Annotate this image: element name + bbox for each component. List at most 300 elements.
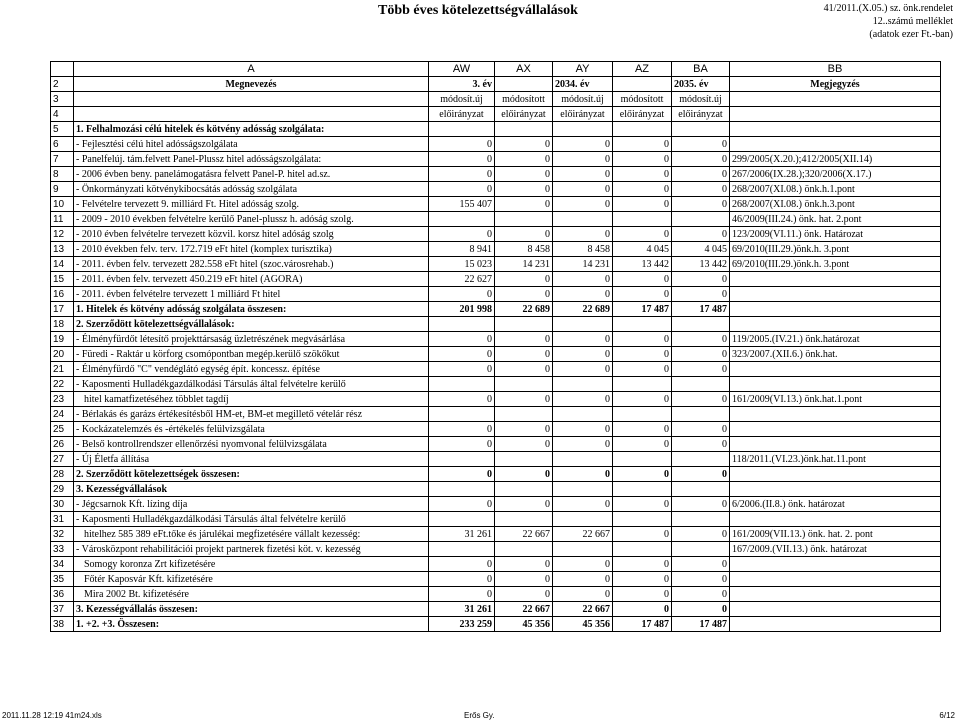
value-cell[interactable]: 0 xyxy=(495,182,553,197)
note-cell[interactable] xyxy=(730,272,941,287)
value-cell[interactable] xyxy=(553,212,613,227)
note-cell[interactable] xyxy=(730,122,941,137)
value-cell[interactable]: 22 689 xyxy=(553,302,613,317)
row-label[interactable]: - Fejlesztési célú hitel adósságszolgálata xyxy=(74,137,429,152)
value-cell[interactable]: 13 442 xyxy=(672,257,730,272)
value-cell[interactable]: 0 xyxy=(495,167,553,182)
row-number[interactable]: 29 xyxy=(51,482,74,497)
subheader-row xyxy=(51,107,941,122)
note-cell[interactable] xyxy=(730,317,941,332)
value-cell[interactable] xyxy=(429,317,495,332)
value-cell[interactable]: 0 xyxy=(495,347,553,362)
row-number[interactable]: 28 xyxy=(51,467,74,482)
page-title: Több éves kötelezettségvállalások xyxy=(378,3,578,18)
value-cell[interactable]: 0 xyxy=(429,422,495,437)
column-header[interactable]: AX xyxy=(495,62,553,77)
value-cell[interactable] xyxy=(613,122,672,137)
row-label[interactable]: - Új Életfa állítása xyxy=(74,452,429,467)
note-cell[interactable] xyxy=(730,587,941,602)
row-number[interactable]: 11 xyxy=(51,212,74,227)
value-cell[interactable]: 0 xyxy=(672,272,730,287)
value-cell[interactable] xyxy=(553,512,613,527)
value-cell[interactable] xyxy=(613,407,672,422)
table-row xyxy=(51,467,941,482)
row-number[interactable]: 8 xyxy=(51,167,74,182)
value-cell[interactable]: 17 487 xyxy=(613,302,672,317)
value-cell[interactable]: 0 xyxy=(672,167,730,182)
row-number[interactable]: 6 xyxy=(51,137,74,152)
value-cell[interactable] xyxy=(495,542,553,557)
value-cell[interactable]: 0 xyxy=(613,602,672,617)
value-cell[interactable] xyxy=(495,452,553,467)
value-cell[interactable]: 0 xyxy=(672,227,730,242)
value-cell[interactable] xyxy=(495,122,553,137)
row-label[interactable]: - Városközpont rehabilitációi projekt partnerek fizetési köt. v. kezesség xyxy=(74,542,429,557)
value-cell[interactable]: 8 458 xyxy=(495,242,553,257)
row-number[interactable]: 9 xyxy=(51,182,74,197)
row-label[interactable]: Somogy koronza Zrt kifizetésére xyxy=(74,557,429,572)
value-cell[interactable]: 31 261 xyxy=(429,602,495,617)
year-header: 2035. év xyxy=(672,77,730,92)
value-cell[interactable]: 0 xyxy=(553,587,613,602)
value-cell[interactable]: 0 xyxy=(495,422,553,437)
value-cell[interactable]: 45 356 xyxy=(553,617,613,632)
value-cell[interactable] xyxy=(429,212,495,227)
value-cell[interactable]: 0 xyxy=(672,287,730,302)
value-cell[interactable]: 0 xyxy=(553,467,613,482)
row-label[interactable]: hitel kamatfizetéséhez többlet tagdíj xyxy=(74,392,429,407)
value-cell[interactable]: 0 xyxy=(613,497,672,512)
column-header[interactable]: BA xyxy=(672,62,730,77)
value-cell[interactable]: 155 407 xyxy=(429,197,495,212)
value-cell[interactable]: 4 045 xyxy=(613,242,672,257)
row-number[interactable]: 33 xyxy=(51,542,74,557)
value-cell[interactable]: 0 xyxy=(429,497,495,512)
value-cell[interactable]: 0 xyxy=(495,437,553,452)
note-cell[interactable]: 69/2010(III.29.)önk.h. 3.pont xyxy=(730,242,941,257)
value-cell[interactable]: 233 259 xyxy=(429,617,495,632)
value-cell[interactable]: 0 xyxy=(672,527,730,542)
row-number[interactable]: 5 xyxy=(51,122,74,137)
note-cell[interactable]: 167/2009.(VII.13.) önk. határozat xyxy=(730,542,941,557)
value-cell[interactable]: 0 xyxy=(613,197,672,212)
value-cell[interactable]: 13 442 xyxy=(613,257,672,272)
value-cell[interactable]: 0 xyxy=(495,587,553,602)
value-cell[interactable]: 0 xyxy=(495,392,553,407)
row-label[interactable]: - Élményfürdő "C" vendéglátó egység épít. koncessz. építése xyxy=(74,362,429,377)
subheader-row xyxy=(51,92,941,107)
value-cell[interactable]: 0 xyxy=(429,167,495,182)
value-cell[interactable] xyxy=(672,542,730,557)
value-cell[interactable]: 0 xyxy=(672,437,730,452)
row-label[interactable]: 3. Kezességvállalás összesen: xyxy=(74,602,429,617)
value-cell[interactable]: 0 xyxy=(429,332,495,347)
row-label[interactable]: hitelhez 585 389 eFt.tőke és járulékai megfizetésére vállalt kezesség: xyxy=(74,527,429,542)
ref-line: 12..számú melléklet xyxy=(872,16,953,27)
value-cell[interactable]: 22 667 xyxy=(495,602,553,617)
value-cell[interactable]: 0 xyxy=(429,152,495,167)
value-cell[interactable]: 0 xyxy=(672,347,730,362)
note-cell[interactable] xyxy=(730,422,941,437)
row-number[interactable]: 2 xyxy=(51,77,74,92)
value-cell[interactable]: 201 998 xyxy=(429,302,495,317)
value-cell[interactable] xyxy=(613,512,672,527)
value-cell[interactable]: 0 xyxy=(495,497,553,512)
value-cell[interactable]: 14 231 xyxy=(495,257,553,272)
value-cell[interactable]: 0 xyxy=(613,557,672,572)
value-cell[interactable]: 0 xyxy=(495,152,553,167)
row-label[interactable]: 1. +2. +3. Összesen: xyxy=(74,617,429,632)
row-number[interactable]: 22 xyxy=(51,377,74,392)
value-cell[interactable]: 0 xyxy=(553,437,613,452)
value-cell[interactable] xyxy=(672,407,730,422)
row-number[interactable]: 16 xyxy=(51,287,74,302)
note-cell[interactable]: 161/2009(VII.13.) önk. hat. 2. pont xyxy=(730,527,941,542)
note-cell[interactable]: 69/2010(III.29.)önk.h. 3.pont xyxy=(730,257,941,272)
row-label[interactable]: - Élményfürdőt létesítő projekttársaság üzletrészének megvásárlása xyxy=(74,332,429,347)
value-cell[interactable]: 0 xyxy=(672,137,730,152)
value-cell[interactable]: 0 xyxy=(429,227,495,242)
row-number[interactable]: 27 xyxy=(51,452,74,467)
note-cell[interactable] xyxy=(730,557,941,572)
note-cell[interactable]: 268/2007(XI.08.) önk.h.1.pont xyxy=(730,182,941,197)
value-cell[interactable]: 0 xyxy=(429,362,495,377)
row-number[interactable]: 36 xyxy=(51,587,74,602)
value-cell[interactable]: 0 xyxy=(553,362,613,377)
value-cell[interactable]: 0 xyxy=(553,497,613,512)
value-cell[interactable]: 0 xyxy=(613,332,672,347)
note-cell[interactable]: 161/2009(VI.13.) önk.hat.1.pont xyxy=(730,392,941,407)
value-cell[interactable] xyxy=(495,512,553,527)
row-label[interactable]: - Önkormányzati kötvénykibocsátás adósság szolgálata xyxy=(74,182,429,197)
value-cell[interactable]: 0 xyxy=(553,272,613,287)
value-cell[interactable]: 0 xyxy=(672,497,730,512)
value-cell[interactable]: 0 xyxy=(613,272,672,287)
empty-cell xyxy=(730,92,941,107)
value-cell[interactable]: 0 xyxy=(613,437,672,452)
value-cell[interactable] xyxy=(613,212,672,227)
value-cell[interactable]: 0 xyxy=(613,347,672,362)
footer-filename: 2011.11.28 12:19 41m24.xls xyxy=(2,711,102,720)
note-cell[interactable] xyxy=(730,302,941,317)
value-cell[interactable]: 0 xyxy=(672,152,730,167)
row-label[interactable]: - Jégcsarnok Kft. lízing díja xyxy=(74,497,429,512)
value-cell[interactable] xyxy=(429,452,495,467)
value-cell[interactable]: 0 xyxy=(613,392,672,407)
value-cell[interactable]: 0 xyxy=(613,137,672,152)
value-cell[interactable]: 0 xyxy=(429,557,495,572)
row-number[interactable]: 32 xyxy=(51,527,74,542)
note-cell[interactable]: 6/2006.(II.8.) önk. határozat xyxy=(730,497,941,512)
row-number[interactable]: 18 xyxy=(51,317,74,332)
row-number[interactable]: 24 xyxy=(51,407,74,422)
value-cell[interactable]: 0 xyxy=(553,332,613,347)
value-cell[interactable] xyxy=(553,377,613,392)
value-cell[interactable] xyxy=(613,542,672,557)
row-number[interactable]: 10 xyxy=(51,197,74,212)
value-cell[interactable] xyxy=(495,317,553,332)
value-cell[interactable]: 45 356 xyxy=(495,617,553,632)
row-number[interactable]: 30 xyxy=(51,497,74,512)
value-cell[interactable] xyxy=(613,317,672,332)
value-cell[interactable]: 0 xyxy=(553,392,613,407)
column-header[interactable]: AY xyxy=(553,62,613,77)
value-cell[interactable]: 0 xyxy=(672,182,730,197)
value-cell[interactable]: 0 xyxy=(613,227,672,242)
value-cell[interactable]: 0 xyxy=(672,467,730,482)
note-cell[interactable] xyxy=(730,512,941,527)
table-row xyxy=(51,317,941,332)
row-label[interactable]: - 2011. évben felvételre tervezett 1 milliárd Ft hitel xyxy=(74,287,429,302)
value-cell[interactable]: 8 941 xyxy=(429,242,495,257)
value-cell[interactable]: 0 xyxy=(495,197,553,212)
value-cell[interactable]: 22 689 xyxy=(495,302,553,317)
column-header[interactable]: AZ xyxy=(613,62,672,77)
row-label[interactable]: - 2009 - 2010 években felvételre kerülő Panel-plussz h. adóság szolg. xyxy=(74,212,429,227)
value-cell[interactable] xyxy=(495,212,553,227)
note-cell[interactable]: 267/2006(IX.28.);320/2006(X.17.) xyxy=(730,167,941,182)
row-number[interactable]: 23 xyxy=(51,392,74,407)
value-cell[interactable]: 0 xyxy=(613,467,672,482)
value-cell[interactable]: 0 xyxy=(672,422,730,437)
value-cell[interactable] xyxy=(672,512,730,527)
value-cell[interactable]: 31 261 xyxy=(429,527,495,542)
value-cell[interactable]: 22 667 xyxy=(495,527,553,542)
row-label[interactable]: - Felvételre tervezett 9. milliárd Ft. Hitel adósság szolg. xyxy=(74,197,429,212)
value-cell[interactable]: 0 xyxy=(553,572,613,587)
value-cell[interactable] xyxy=(613,377,672,392)
note-cell[interactable]: 46/2009(III.24.) önk. hat. 2.pont xyxy=(730,212,941,227)
column-header[interactable]: BB xyxy=(730,62,941,77)
row-number[interactable]: 15 xyxy=(51,272,74,287)
row-label[interactable]: 1. Felhalmozási célú hitelek és kötvény adósság szolgálata: xyxy=(74,122,429,137)
row-label[interactable]: 3. Kezességvállalások xyxy=(74,482,429,497)
table-row xyxy=(51,167,941,182)
row-number[interactable]: 17 xyxy=(51,302,74,317)
row-number[interactable]: 12 xyxy=(51,227,74,242)
value-cell[interactable] xyxy=(429,542,495,557)
value-cell[interactable] xyxy=(429,122,495,137)
value-cell[interactable]: 0 xyxy=(429,392,495,407)
row-number[interactable]: 31 xyxy=(51,512,74,527)
value-cell[interactable] xyxy=(672,482,730,497)
value-cell[interactable]: 0 xyxy=(672,197,730,212)
row-number[interactable]: 35 xyxy=(51,572,74,587)
value-cell[interactable] xyxy=(613,452,672,467)
row-label[interactable]: - 2006 évben beny. panelámogatásra felvett Panel-P. hitel ad.sz. xyxy=(74,167,429,182)
note-cell[interactable]: 323/2007.(XII.6.) önk.hat. xyxy=(730,347,941,362)
value-cell[interactable] xyxy=(495,407,553,422)
value-cell[interactable]: 22 627 xyxy=(429,272,495,287)
note-cell[interactable]: 123/2009(VI.11.) önk. Határozat xyxy=(730,227,941,242)
value-cell[interactable]: 0 xyxy=(495,137,553,152)
note-cell[interactable]: 118/2011.(VI.23.)önk.hat.11.pont xyxy=(730,452,941,467)
value-cell[interactable]: 0 xyxy=(553,557,613,572)
note-cell[interactable] xyxy=(730,437,941,452)
note-cell[interactable] xyxy=(730,137,941,152)
row-number[interactable]: 19 xyxy=(51,332,74,347)
table-row xyxy=(51,617,941,632)
value-cell[interactable]: 0 xyxy=(613,362,672,377)
value-cell[interactable]: 0 xyxy=(495,572,553,587)
value-cell[interactable] xyxy=(495,482,553,497)
footer-page-number: 6/12 xyxy=(939,711,955,720)
value-cell[interactable]: 0 xyxy=(495,332,553,347)
note-cell[interactable] xyxy=(730,602,941,617)
value-cell[interactable]: 0 xyxy=(553,152,613,167)
value-cell[interactable]: 0 xyxy=(613,587,672,602)
row-number[interactable]: 25 xyxy=(51,422,74,437)
column-header[interactable]: A xyxy=(74,62,429,77)
note-cell[interactable] xyxy=(730,617,941,632)
row-label[interactable]: - Füredi - Raktár u körforg csomópontban megép.kerülő szökőkut xyxy=(74,347,429,362)
row-label[interactable]: - Kockázatelemzés és -értékelés felülvizsgálata xyxy=(74,422,429,437)
row-label[interactable]: - Panelfelúj. tám.felvett Panel-Plussz hitel adósságszolgálata: xyxy=(74,152,429,167)
value-cell[interactable]: 0 xyxy=(553,167,613,182)
value-cell[interactable] xyxy=(553,452,613,467)
note-cell[interactable] xyxy=(730,482,941,497)
value-cell[interactable]: 0 xyxy=(553,422,613,437)
value-cell[interactable]: 0 xyxy=(553,197,613,212)
note-cell[interactable] xyxy=(730,287,941,302)
value-cell[interactable]: 0 xyxy=(495,287,553,302)
row-label[interactable]: - Belső kontrollrendszer ellenőrzési nyomvonal felülvizsgálata xyxy=(74,437,429,452)
value-cell[interactable]: 0 xyxy=(613,287,672,302)
row-number[interactable]: 20 xyxy=(51,347,74,362)
value-cell[interactable]: 17 487 xyxy=(613,617,672,632)
value-cell[interactable]: 0 xyxy=(495,467,553,482)
value-cell[interactable] xyxy=(429,377,495,392)
value-cell[interactable]: 4 045 xyxy=(672,242,730,257)
value-cell[interactable]: 17 487 xyxy=(672,617,730,632)
value-cell[interactable] xyxy=(429,407,495,422)
row-label[interactable]: - Bérlakás és garázs értékesítésből HM-et, BM-et megillető vételár rész xyxy=(74,407,429,422)
value-cell[interactable]: 15 023 xyxy=(429,257,495,272)
row-label[interactable]: - 2011. évben felv. tervezett 282.558 eFt hitel (szoc.városrehab.) xyxy=(74,257,429,272)
value-cell[interactable]: 0 xyxy=(553,137,613,152)
note-cell[interactable]: 268/2007(XI.08.) önk.h.3.pont xyxy=(730,197,941,212)
row-number[interactable]: 37 xyxy=(51,602,74,617)
value-cell[interactable] xyxy=(672,212,730,227)
value-cell[interactable]: 0 xyxy=(613,527,672,542)
value-cell[interactable]: 0 xyxy=(672,587,730,602)
value-cell[interactable]: 0 xyxy=(613,182,672,197)
value-cell[interactable]: 0 xyxy=(672,572,730,587)
value-cell[interactable]: 17 487 xyxy=(672,302,730,317)
value-cell[interactable]: 0 xyxy=(495,272,553,287)
value-cell[interactable]: 0 xyxy=(672,557,730,572)
row-number[interactable]: 4 xyxy=(51,107,74,122)
note-cell[interactable]: 119/2005.(IV.21.) önk.határozat xyxy=(730,332,941,347)
value-cell[interactable]: 0 xyxy=(495,557,553,572)
note-cell[interactable] xyxy=(730,377,941,392)
value-cell[interactable] xyxy=(429,482,495,497)
value-cell[interactable] xyxy=(429,512,495,527)
value-cell[interactable] xyxy=(495,377,553,392)
row-number[interactable]: 7 xyxy=(51,152,74,167)
table-row xyxy=(51,332,941,347)
subheader-cell: módosított xyxy=(495,92,553,107)
row-label[interactable]: 1. Hitelek és kötvény adósság szolgálata összesen: xyxy=(74,302,429,317)
value-cell[interactable]: 0 xyxy=(429,137,495,152)
value-cell[interactable] xyxy=(613,482,672,497)
value-cell[interactable]: 0 xyxy=(495,227,553,242)
value-cell[interactable]: 0 xyxy=(429,182,495,197)
value-cell[interactable]: 0 xyxy=(429,437,495,452)
value-cell[interactable] xyxy=(672,377,730,392)
value-cell[interactable]: 22 667 xyxy=(553,602,613,617)
note-cell[interactable] xyxy=(730,407,941,422)
value-cell[interactable]: 0 xyxy=(553,287,613,302)
value-cell[interactable]: 8 458 xyxy=(553,242,613,257)
value-cell[interactable] xyxy=(553,317,613,332)
value-cell[interactable] xyxy=(672,452,730,467)
row-number[interactable]: 26 xyxy=(51,437,74,452)
row-number[interactable]: 14 xyxy=(51,257,74,272)
row-label[interactable]: 2. Szerződött kötelezettségvállalások: xyxy=(74,317,429,332)
row-number[interactable]: 21 xyxy=(51,362,74,377)
note-cell[interactable] xyxy=(730,467,941,482)
table-row xyxy=(51,587,941,602)
column-header[interactable]: AW xyxy=(429,62,495,77)
row-number[interactable]: 34 xyxy=(51,557,74,572)
value-cell[interactable]: 0 xyxy=(429,347,495,362)
value-cell[interactable] xyxy=(553,482,613,497)
value-cell[interactable] xyxy=(672,122,730,137)
value-cell[interactable]: 0 xyxy=(429,287,495,302)
row-label[interactable]: - 2010 években felv. terv. 172.719 eFt hitel (komplex turisztika) xyxy=(74,242,429,257)
note-cell[interactable] xyxy=(730,362,941,377)
value-cell[interactable]: 0 xyxy=(613,152,672,167)
table-row xyxy=(51,602,941,617)
value-cell[interactable] xyxy=(553,542,613,557)
value-cell[interactable]: 0 xyxy=(672,392,730,407)
table-row xyxy=(51,497,941,512)
value-cell[interactable]: 0 xyxy=(672,602,730,617)
value-cell[interactable]: 0 xyxy=(429,467,495,482)
value-cell[interactable] xyxy=(553,122,613,137)
value-cell[interactable]: 0 xyxy=(553,347,613,362)
row-number[interactable]: 3 xyxy=(51,92,74,107)
value-cell[interactable]: 0 xyxy=(429,572,495,587)
footer-author: Erős Gy. xyxy=(464,711,495,720)
note-cell[interactable] xyxy=(730,572,941,587)
value-cell[interactable]: 0 xyxy=(613,572,672,587)
row-label[interactable]: - Kaposmenti Hulladékgazdálkodási Társulás által felvételre kerülő xyxy=(74,512,429,527)
value-cell[interactable] xyxy=(553,407,613,422)
value-cell[interactable]: 0 xyxy=(553,227,613,242)
value-cell[interactable]: 0 xyxy=(672,332,730,347)
value-cell[interactable]: 0 xyxy=(495,362,553,377)
row-label[interactable]: - 2011. évben felv. tervezett 450.219 eFt hitel (AGORA) xyxy=(74,272,429,287)
value-cell[interactable]: 14 231 xyxy=(553,257,613,272)
row-number[interactable]: 13 xyxy=(51,242,74,257)
row-label[interactable]: Főtér Kaposvár Kft. kifizetésére xyxy=(74,572,429,587)
value-cell[interactable]: 0 xyxy=(613,167,672,182)
row-label[interactable]: 2. Szerződött kötelezettségek összesen: xyxy=(74,467,429,482)
row-label[interactable]: Mira 2002 Bt. kifizetésére xyxy=(74,587,429,602)
value-cell[interactable]: 22 667 xyxy=(553,527,613,542)
value-cell[interactable]: 0 xyxy=(613,422,672,437)
row-label[interactable]: - Kaposmenti Hulladékgazdálkodási Társulás által felvételre kerülő xyxy=(74,377,429,392)
value-cell[interactable] xyxy=(672,317,730,332)
row-label[interactable]: - 2010 évben felvételre tervezett közvil. korsz hitel adóság szolg xyxy=(74,227,429,242)
row-number[interactable]: 38 xyxy=(51,617,74,632)
value-cell[interactable]: 0 xyxy=(429,587,495,602)
value-cell[interactable]: 0 xyxy=(672,362,730,377)
note-cell[interactable]: 299/2005(X.20.);412/2005(XII.14) xyxy=(730,152,941,167)
value-cell[interactable]: 0 xyxy=(553,182,613,197)
